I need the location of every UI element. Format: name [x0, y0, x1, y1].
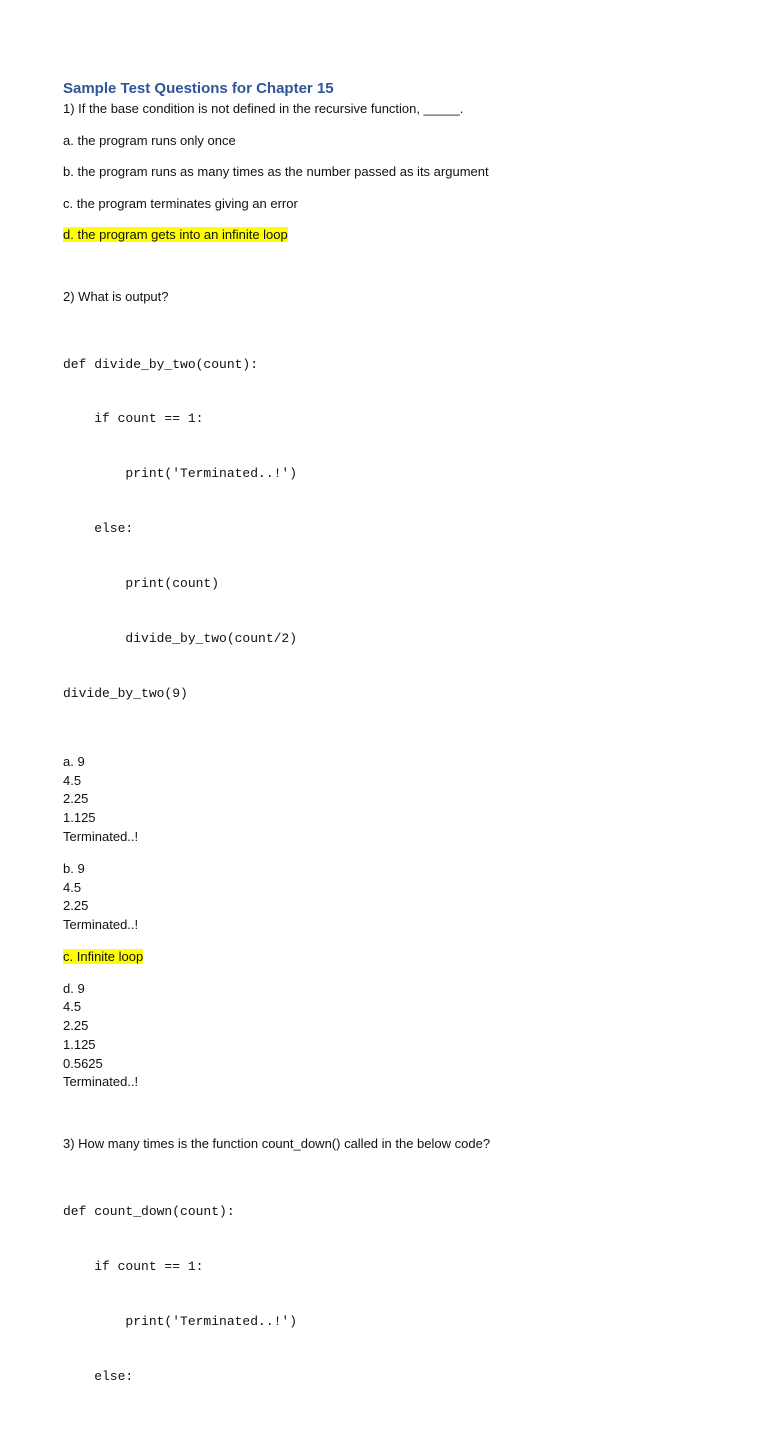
document-page — [63, 78, 728, 1436]
code-line: if count == 1: — [63, 1259, 204, 1275]
option-line: b. 9 — [63, 860, 85, 876]
question-2-option-a — [63, 753, 728, 847]
question-1-option-d-answer — [63, 226, 728, 245]
question-1-option-a: a. the program runs only once — [63, 132, 236, 148]
code-line: divide_by_two(9) — [63, 685, 188, 701]
spacer — [63, 1105, 728, 1135]
question-2-option-d — [63, 980, 728, 1093]
question-2-option-c-answer — [63, 948, 728, 967]
question-1-answer-highlight: d. the program gets into an infinite loop — [63, 227, 288, 242]
question-3-text: 3) How many times is the function count_down() called in the below code? — [63, 1136, 491, 1152]
question-2-option-b — [63, 860, 728, 935]
option-line: Terminated..! — [63, 829, 139, 845]
option-line: 1.125 — [63, 1036, 96, 1052]
spacer — [63, 258, 728, 288]
question-1-option-b: b. the program runs as many times as the number passed as its argument — [63, 164, 489, 179]
code-line: print(count) — [63, 576, 220, 592]
document-title: Sample Test Questions for Chapter 15 — [63, 80, 334, 97]
question-2-answer-highlight: c. Infinite loop — [63, 949, 144, 964]
question-1-text: 1) If the base condition is not defined in the recursive function, _____. — [63, 101, 464, 116]
code-line: print('Terminated..!') — [63, 1314, 298, 1330]
option-line: 2.25 — [63, 898, 89, 914]
question-1-option-c: c. the program terminates giving an error — [63, 195, 298, 211]
option-line: 2.25 — [63, 1018, 89, 1034]
option-line: 2.25 — [63, 791, 89, 807]
option-line: Terminated..! — [63, 917, 139, 933]
option-line: d. 9 — [63, 980, 85, 996]
option-line: 0.5625 — [63, 1055, 103, 1071]
code-line: def divide_by_two(count): — [63, 356, 259, 372]
option-line: 4.5 — [63, 772, 82, 788]
code-line: else: — [63, 1369, 134, 1385]
question-2-text: 2) What is output? — [63, 288, 169, 304]
code-line: if count == 1: — [63, 411, 204, 427]
question-2-code-block — [63, 319, 728, 740]
code-line: print('Terminated..!') — [63, 466, 298, 482]
option-line: Terminated..! — [63, 1074, 139, 1090]
code-line: else: — [63, 521, 134, 537]
code-line: def count_down(count): — [63, 1204, 235, 1220]
option-line: 1.125 — [63, 810, 96, 826]
question-3-code-block — [63, 1167, 728, 1423]
code-line: divide_by_two(count/2) — [63, 631, 298, 647]
option-line: 4.5 — [63, 879, 82, 895]
option-line: a. 9 — [63, 753, 85, 769]
option-line: 4.5 — [63, 999, 82, 1015]
